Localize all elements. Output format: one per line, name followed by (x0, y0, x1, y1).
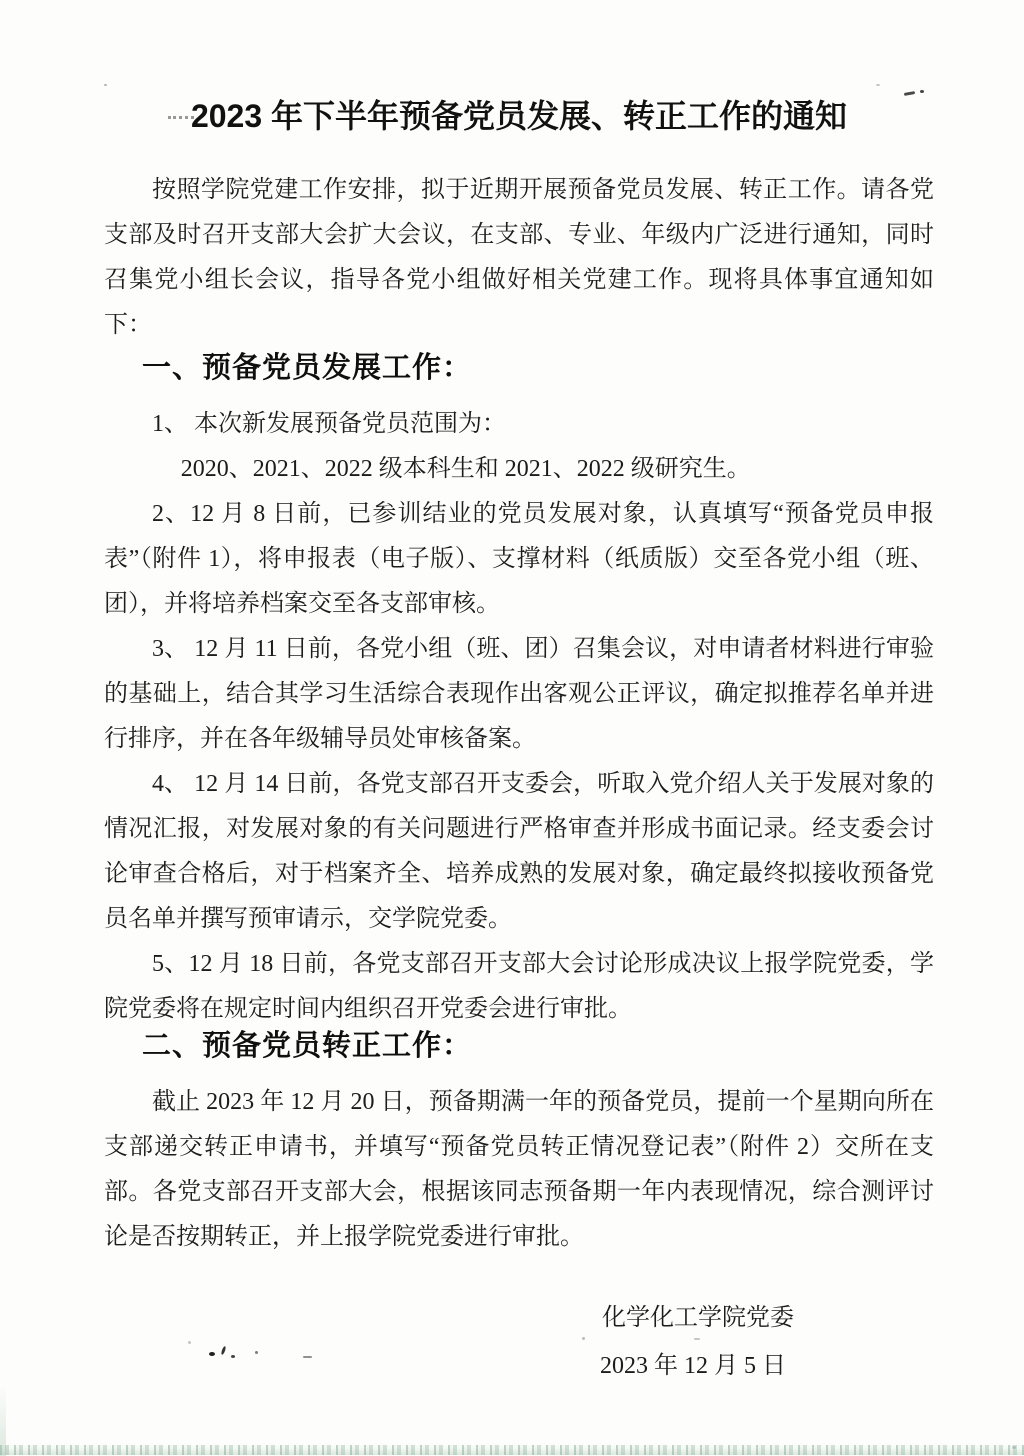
development-item-4: 4、 12 月 14 日前，各党支部召开支委会，听取入党介绍人关于发展对象的情况汇报，对发展对象的有关问题进行严格审查并形成书面记录。经支委会讨论审查合格后，对于档案齐全、培养成熟的发展对象，确定最终拟接收预备党员名单并撰写预审请示，交学院党委。 (104, 771, 934, 932)
scan-speck-artifact (209, 1352, 215, 1356)
development-item-5: 5、12 月 18 日前，各党支部召开支部大会讨论形成决议上报学院党委，学院党委将在规定时间内组织召开党委会进行审批。 (104, 951, 934, 1022)
scan-speck-artifact (231, 1355, 235, 1358)
scan-edge-band-artifact (0, 1445, 1024, 1455)
signature-organization: 化学化工学院党委 (602, 1305, 794, 1331)
scan-speck-artifact (255, 1351, 258, 1354)
scan-speck-artifact (694, 1338, 700, 1340)
scan-edge-tint-artifact (0, 1386, 6, 1456)
signature-date: 2023 年 12 月 5 日 (600, 1353, 786, 1379)
section-development-heading: 一、预备党员发展工作： (142, 352, 473, 384)
scan-speck-artifact (920, 90, 924, 93)
document-title: 2023 年下半年预备党员发展、转正工作的通知 (190, 98, 848, 134)
scan-speck-artifact (104, 84, 107, 86)
scan-speck-artifact (582, 1337, 585, 1340)
development-item-1-scope: 2020、2021、2022 级本科生和 2021、2022 级研究生。 (180, 456, 751, 482)
development-item-2: 2、12 月 8 日前，已参训结业的党员发展对象，认真填写“预备党员申报表”（附件 1），将申报表（电子版）、支撑材料（纸质版）交至各党小组（班、团），并将培养档案交至各支部审核。 (104, 501, 934, 617)
scan-speck-artifact (876, 84, 880, 86)
development-item-1: 1、 本次新发展预备党员范围为： (152, 411, 506, 437)
conversion-paragraph: 截止 2023 年 12 月 20 日，预备期满一年的预备党员，提前一个星期向所在支部递交转正申请书，并填写“预备党员转正情况登记表”（附件 2）交所在支部。各党支部召开支部大会，根据该同志预备期一年内表现情况，综合测评讨论是否按期转正，并上报学院党委进行审批。 (104, 1089, 934, 1250)
scan-speck-artifact (188, 1341, 191, 1344)
scan-dots-artifact (168, 116, 194, 119)
section-conversion-heading: 二、预备党员转正工作： (142, 1030, 473, 1062)
scan-speck-artifact (303, 1356, 312, 1358)
signature-block (104, 1298, 934, 1386)
intro-paragraph: 按照学院党建工作安排，拟于近期开展预备党员发展、转正工作。请各党支部及时召开支部大会扩大会议，在支部、专业、年级内广泛进行通知，同时召集党小组长会议，指导各党小组做好相关党建工作。现将具体事宜通知如下： (104, 177, 934, 338)
development-item-3: 3、 12 月 11 日前，各党小组（班、团）召集会议，对申请者材料进行审验的基础上，结合其学习生活综合表现作出客观公正评议，确定拟推荐名单并进行排序，并在各年级辅导员处审核备案。 (104, 636, 934, 752)
